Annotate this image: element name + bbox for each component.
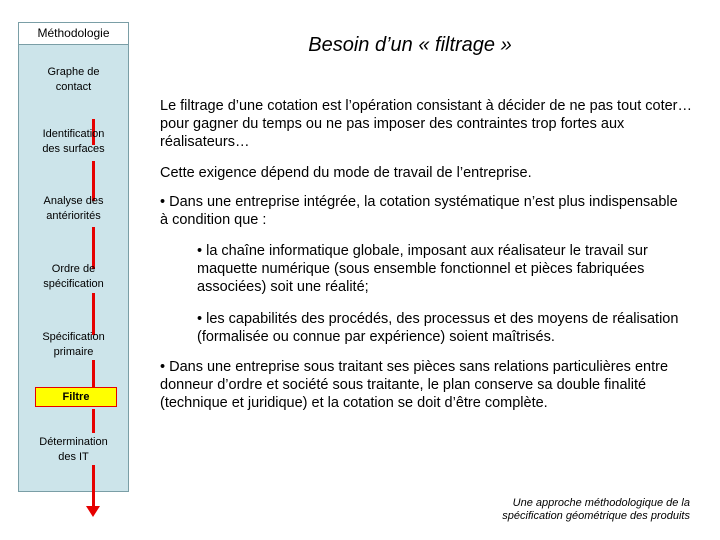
flow-arrow-segment xyxy=(92,360,95,388)
bullet-subcontracting-company: • Dans une entreprise sous traitant ses pièces sans relations particulières entre donneur d’ordre et société sous traitante, le plan conserve sa double finalité (technique et juridique) et la cotation se doit d’être complète. xyxy=(160,359,669,411)
footer-caption xyxy=(450,497,690,523)
step-prior-art-analysis: Analyse des antériorités xyxy=(43,195,104,222)
footer-line-2: spécification géométrique des produits xyxy=(502,510,690,522)
footer-line-1: Une approche méthodologique de la xyxy=(512,497,690,509)
step-specification-order: Ordre de spécification xyxy=(43,263,104,290)
step-surface-identification: Identification des surfaces xyxy=(42,128,105,155)
step-filter-highlight: Filtre xyxy=(35,387,117,407)
sub-bullet-digital-chain: • la chaîne informatique globale, imposant aux réalisateur le travail sur maquette numérique (sous ensemble fonctionnel et pièces fabriquées associées) soit une réalité; xyxy=(197,243,648,295)
flow-arrow-head xyxy=(86,506,100,517)
paragraph-dependency: Cette exigence dépend du mode de travail de l’entreprise. xyxy=(160,165,532,181)
flow-arrow-segment xyxy=(92,465,95,507)
sub-bullet-process-capability: • les capabilités des procédés, des processus et des moyens de réalisation (formalisée ou connue par expérience) soient maîtrisés. xyxy=(197,311,679,345)
flow-arrow-segment xyxy=(92,293,95,335)
page-title: Besoin d’un « filtrage » xyxy=(308,34,512,56)
paragraph-definition: Le filtrage d’une cotation est l’opération consistant à décider de ne pas tout coter… pour gagner du temps ou ne pas imposer des contraintes trop fortes aux réalisateurs… xyxy=(160,98,692,150)
bullet-integrated-company: • Dans une entreprise intégrée, la cotation systématique n’est plus indispensable à condition que : xyxy=(160,194,678,228)
sidebar-header: Méthodologie xyxy=(19,23,128,45)
flow-arrow-segment xyxy=(92,409,95,433)
step-primary-specification: Spécification primaire xyxy=(42,331,105,358)
step-it-determination: Détermination des IT xyxy=(39,436,108,463)
step-contact-graph: Graphe de contact xyxy=(47,66,100,93)
